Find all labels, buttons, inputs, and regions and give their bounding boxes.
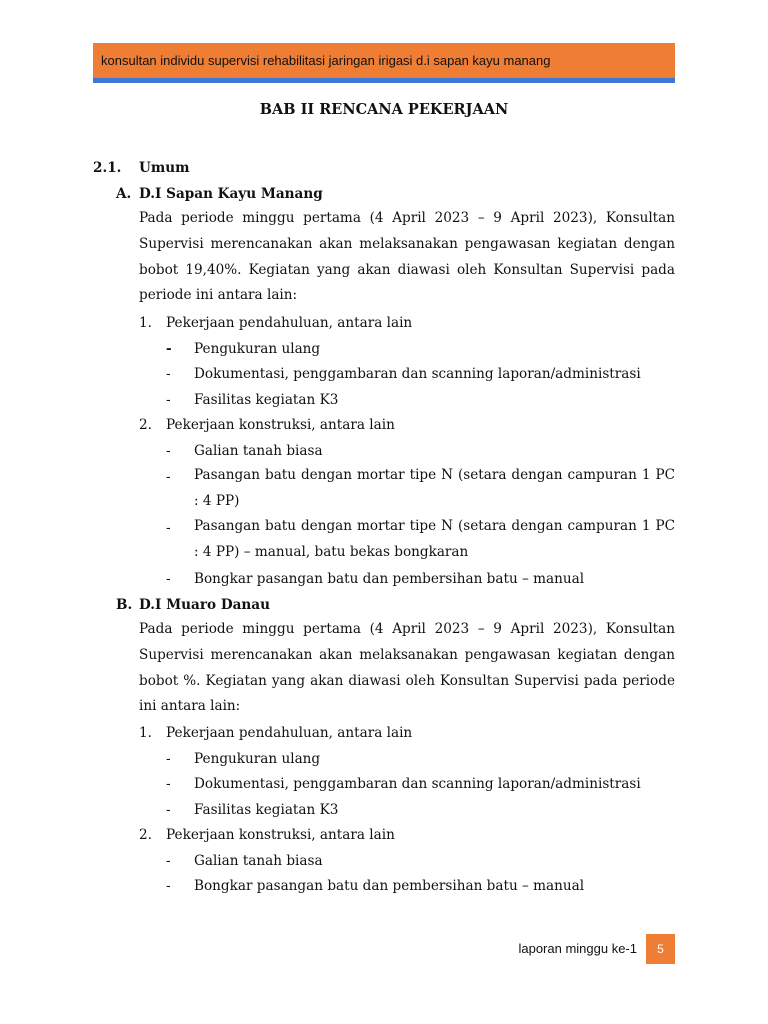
sub-item: Fasilitas kegiatan K3 (194, 802, 339, 818)
header-rule (93, 78, 675, 83)
section-number: 2.1. (93, 160, 122, 176)
sub-item: Pasangan batu dengan mortar tipe N (setara dengan campuran 1 PC : 4 PP) – manual, batu bekas bongkaran (194, 518, 675, 560)
chapter-title: BAB II RENCANA PEKERJAAN (259, 101, 509, 118)
dash: - (166, 878, 171, 894)
dash: - (166, 751, 171, 767)
sub-item: Dokumentasi, penggambaran dan scanning laporan/administrasi (194, 366, 641, 382)
dash: - (166, 366, 171, 382)
dash: - (166, 341, 172, 357)
subsection-a-paragraph: Pada periode minggu pertama (4 April 2023 – 9 April 2023), Konsultan Supervisi merencanakan akan melaksanakan pengawasan kegiatan dengan bobot 19,40%. Kegiatan yang akan diawasi oleh Konsultan Supervisi pada periode ini antara lain: (139, 210, 675, 304)
list-number: 1. (139, 315, 152, 331)
dash: - (166, 443, 171, 459)
dash: - (166, 469, 171, 485)
footer-label: laporan minggu ke-1 (518, 941, 637, 956)
list-item: Pekerjaan pendahuluan, antara lain (166, 725, 413, 741)
dash: - (166, 802, 171, 818)
list-item: Pekerjaan konstruksi, antara lain (166, 827, 395, 843)
sub-item: Dokumentasi, penggambaran dan scanning laporan/administrasi (194, 776, 641, 792)
dash: - (166, 520, 171, 536)
header-title: konsultan individu supervisi rehabilitasi jaringan irigasi d.i sapan kayu manang (101, 53, 551, 68)
list-item: Pekerjaan konstruksi, antara lain (166, 417, 395, 433)
list-number: 2. (139, 417, 152, 433)
sub-item: Bongkar pasangan batu dan pembersihan batu – manual (194, 571, 585, 587)
page-number-badge (646, 934, 675, 964)
subsection-a-title: D.I Sapan Kayu Manang (139, 186, 323, 202)
subsection-b-title: D.I Muaro Danau (139, 597, 270, 613)
sub-item: Pasangan batu dengan mortar tipe N (setara dengan campuran 1 PC : 4 PP) (194, 467, 675, 509)
subsection-b-letter: B. (116, 597, 133, 613)
sub-item: Galian tanah biasa (194, 443, 323, 459)
list-number: 1. (139, 725, 152, 741)
list-item: Pekerjaan pendahuluan, antara lain (166, 315, 413, 331)
sub-item: Galian tanah biasa (194, 853, 323, 869)
subsection-a-letter: A. (116, 186, 132, 202)
subsection-b-paragraph: Pada periode minggu pertama (4 April 2023 – 9 April 2023), Konsultan Supervisi merencanakan akan melaksanakan pengawasan kegiatan dengan bobot %. Kegiatan yang akan diawasi oleh Konsultan Supervisi pada periode ini antara lain: (139, 621, 675, 715)
dash: - (166, 776, 171, 792)
sub-item: Pengukuran ulang (194, 341, 321, 357)
section-title: Umum (139, 160, 190, 176)
sub-item: Fasilitas kegiatan K3 (194, 392, 339, 408)
dash: - (166, 853, 171, 869)
list-number: 2. (139, 827, 152, 843)
dash: - (166, 392, 171, 408)
sub-item: Pengukuran ulang (194, 751, 321, 767)
header-band (93, 43, 675, 78)
dash: - (166, 571, 171, 587)
sub-item: Bongkar pasangan batu dan pembersihan batu – manual (194, 878, 585, 894)
page-number: 5 (657, 942, 664, 956)
